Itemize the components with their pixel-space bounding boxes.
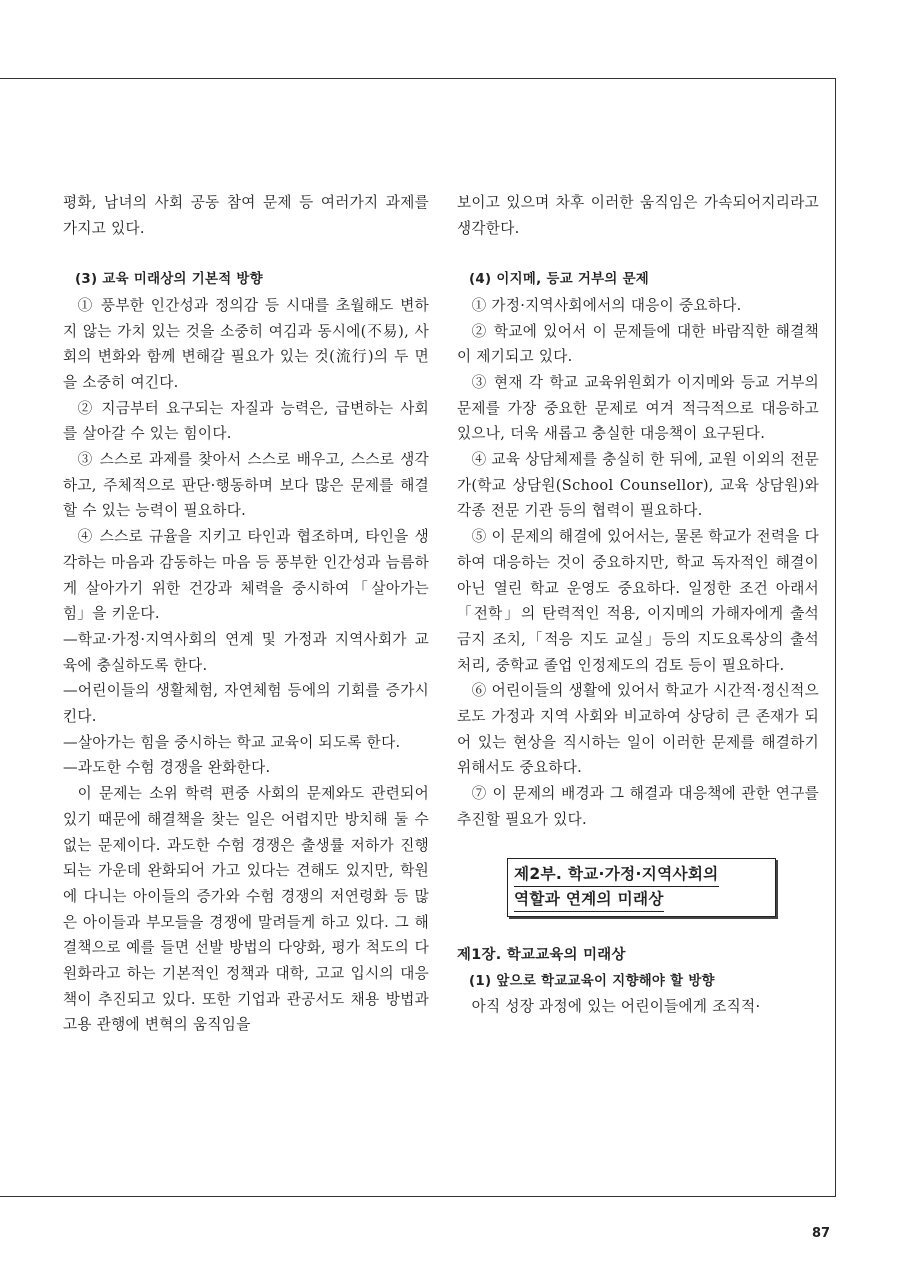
paragraph: ④ 교육 상담체제를 충실히 한 뒤에, 교원 이외의 전문가(학교 상담원(School Counsellor), 교육 상담원)와 각종 전문 기관 등의 협력이 필요하다. bbox=[457, 451, 819, 520]
paragraph: 아직 성장 과정에 있는 어린이들에게 조직적· bbox=[471, 998, 761, 1016]
paragraph: ② 학교에 있어서 이 문제들에 대한 바람직한 해결책이 제기되고 있다. bbox=[457, 322, 819, 366]
part-title-line-1: 제2부. 학교·가정·지역사회의 bbox=[514, 862, 719, 887]
paragraph: 보이고 있으며 차후 이러한 움직임은 가속되어지리라고 생각한다. bbox=[457, 194, 819, 237]
bottom-border-line bbox=[0, 1196, 836, 1197]
right-border-line bbox=[835, 78, 836, 1197]
part-title-box bbox=[507, 858, 776, 917]
paragraph: ⑥ 어린이들의 생활에 있어서 학교가 시간적·정신적으로도 가정과 지역 사회와 비교하여 상당히 큰 존재가 되어 있는 현상을 직시하는 일이 이러한 문제를 해결하기 위해서도 중요하다. bbox=[457, 682, 819, 777]
section-heading-4: (4) 이지메, 등교 거부의 문제 bbox=[469, 272, 650, 288]
right-column bbox=[457, 190, 819, 1020]
paragraph: ③ 스스로 과제를 찾아서 스스로 배우고, 스스로 생각하고, 주체적으로 판단·행동하며 보다 많은 문제를 해결할 수 있는 능력이 필요하다. bbox=[63, 451, 429, 520]
paragraph: ② 지금부터 요구되는 자질과 능력은, 급변하는 사회를 살아갈 수 있는 힘이다. bbox=[63, 399, 429, 443]
paragraph: ① 가정·지역사회에서의 대응이 중요하다. bbox=[471, 296, 742, 314]
part-title-line-2: 역할과 연계의 미래상 bbox=[514, 887, 664, 912]
paragraph: 이 문제는 소위 학력 편중 사회의 문제와도 관련되어 있기 때문에 해결책을 찾는 일은 어렵지만 방치해 둘 수 없는 문제이다. 과도한 수험 경쟁은 출생률 저하가 진행되는 가운데 완화되어 가고 있다는 견해도 있지만, 학원에 다니는 아이들의 증가와 수험 경쟁의 저연령화 등 많은 아이들과 부모들을 경쟁에 말려들게 하고 있다. 그 해결책으로 예를 들면 선발 방법의 다양화, 평가 척도의 다원화라고 하는 기본적인 정책과 대학, 고교 입시의 대응책이 추진되고 있다. 또한 기업과 관공서도 채용 방법과 고용 관행에 변혁의 움직임을 bbox=[63, 785, 429, 1034]
paragraph: ③ 현재 각 학교 교육위원회가 이지메와 등교 거부의 문제를 가장 중요한 문제로 여겨 적극적으로 대응하고 있으나, 더욱 새롭고 충실한 대응책이 요구된다. bbox=[457, 373, 819, 443]
section-heading-1: (1) 앞으로 학교교육이 지향해야 할 방향 bbox=[469, 973, 715, 989]
paragraph: ⑦ 이 문제의 배경과 그 해결과 대응책에 관한 연구를 추진할 필요가 있다. bbox=[457, 785, 819, 828]
paragraph: ① 풍부한 인간성과 정의감 등 시대를 초월해도 변하지 않는 가치 있는 것을 소중히 여김과 동시에(不易), 사회의 변화와 함께 변해갈 필요가 있는 것(流行)의 두 면을 소중히 여긴다. bbox=[63, 296, 429, 391]
top-border-line bbox=[0, 78, 836, 79]
paragraph: 평화, 남녀의 사회 공동 참여 문제 등 여러가지 과제를 가지고 있다. bbox=[63, 194, 429, 237]
left-column bbox=[63, 190, 429, 1038]
chapter-heading: 제1장. 학교교육의 미래상 bbox=[457, 946, 626, 963]
paragraph: ⑤ 이 문제의 해결에 있어서는, 물론 학교가 전력을 다하여 대응하는 것이 중요하지만, 학교 독자적인 해결이 아닌 열린 학교 운영도 중요하다. 일정한 조건 아래서「전학」의 탄력적인 적용, 이지메의 가해자에게 출석 금지 조치,「적응 지도 교실」등의 지도요록상의 출석 처리, 중학교 졸업 인정제도의 검토 등이 필요하다. bbox=[457, 528, 819, 674]
list-item: —어린이들의 생활체험, 자연체험 등에의 기회를 증가시킨다. bbox=[63, 682, 429, 726]
list-item: —학교·가정·지역사회의 연계 및 가정과 지역사회가 교육에 충실하도록 한다. bbox=[63, 630, 429, 674]
list-item: —살아가는 힘을 중시하는 학교 교육이 되도록 한다. bbox=[63, 733, 401, 751]
list-item: —과도한 수험 경쟁을 완화한다. bbox=[63, 759, 271, 777]
paragraph: ④ 스스로 규율을 지키고 타인과 협조하며, 타인을 생각하는 마음과 감동하는 마음 등 풍부한 인간성과 늠름하게 살아가기 위한 건강과 체력을 중시하여「살아가는 힘」을 키운다. bbox=[63, 528, 429, 623]
section-heading-3: (3) 교육 미래상의 기본적 방향 bbox=[75, 272, 263, 288]
page-number: 87 bbox=[812, 1226, 831, 1241]
